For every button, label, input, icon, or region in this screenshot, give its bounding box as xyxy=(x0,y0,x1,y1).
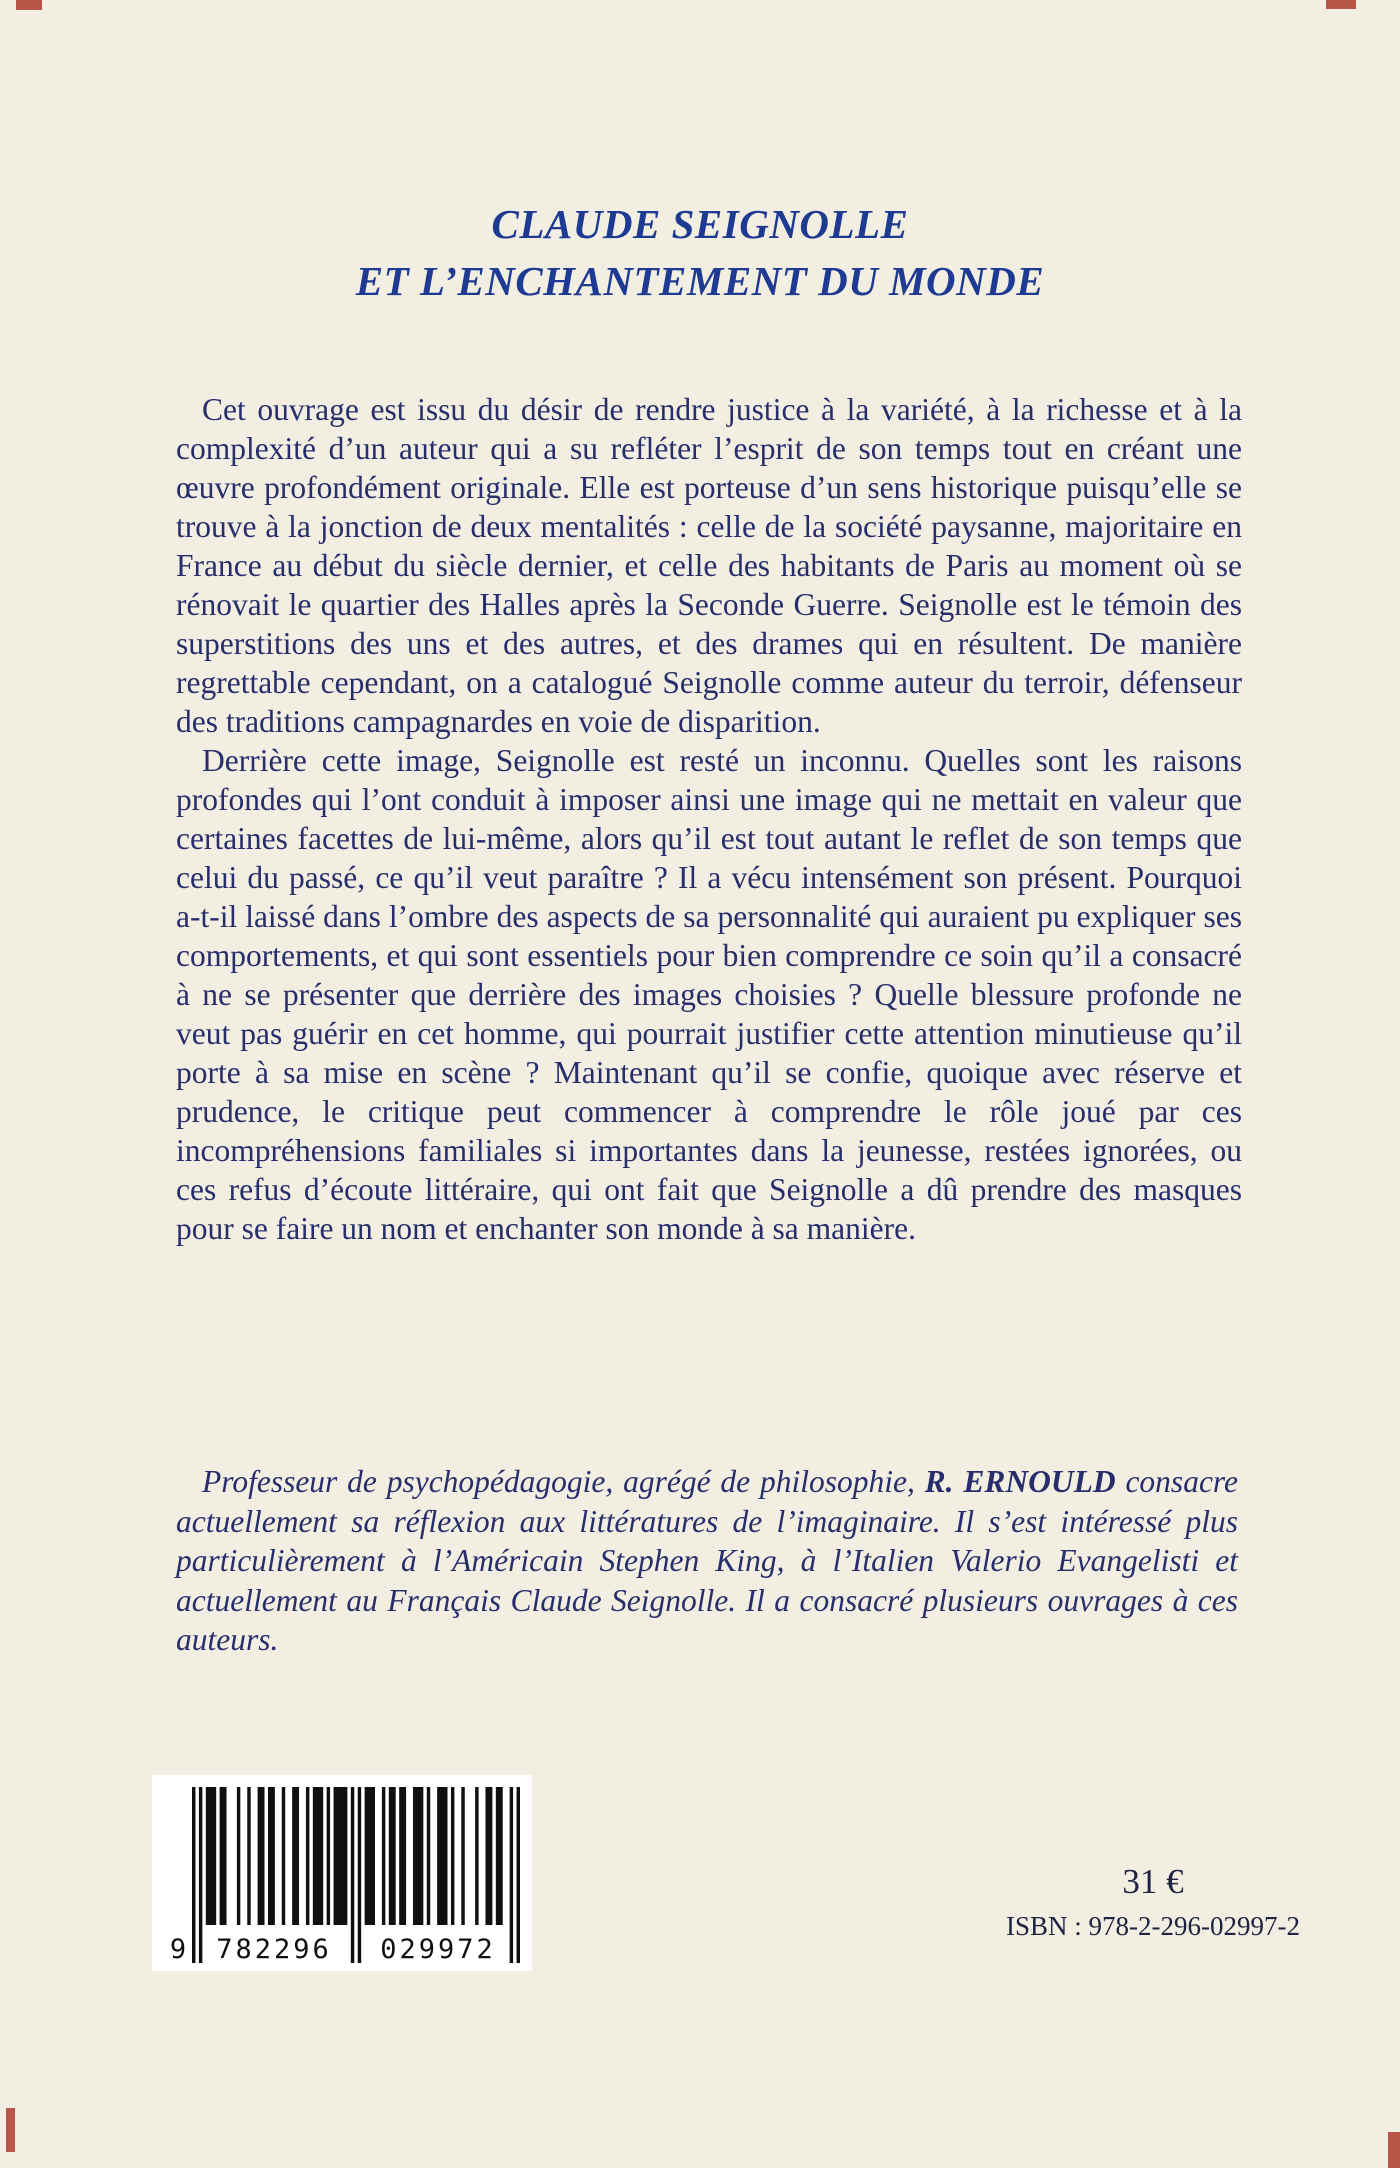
bio-text-end: consacre actuellement sa réflexion aux littératures de l’imaginaire. Il s’est intéressé plus particulièrement à l’Américain Stephen King, à l’Italien Valerio Evangelisti et actuellement au Français Claude Seignolle. Il a consacré plusieurs ouvrages à ces auteurs. xyxy=(176,1464,1238,1657)
synopsis xyxy=(176,390,1242,1248)
book-title-line2: ET L’ENCHANTEMENT DU MONDE xyxy=(355,258,1045,304)
barcode xyxy=(152,1775,532,1971)
price: 31 € xyxy=(1122,1862,1184,1901)
barcode-digits xyxy=(164,1935,520,1965)
barcode-digits-right: 029972 xyxy=(380,1934,496,1965)
synopsis-paragraph-2: Derrière cette image, Seignolle est resté un inconnu. Quelles sont les raisons profondes qui l’ont conduit à imposer ainsi une image qui ne mettait en valeur que certaines facettes de lui-même, alors qu’il est tout autant le reflet de son temps que celui du passé, ce qu’il veut paraître ? Il a vécu intensément son présent. Pourquoi a-t-il laissé dans l’ombre des aspects de sa personnalité qui auraient pu expliquer ses comportements, et qui sont essentiels pour bien comprendre ce soin qu’il a consacré à ne se présenter que derrière des images choisies ? Quelle blessure profonde ne veut pas guérir en cet homme, qui pourrait justifier cette attention minutieuse qu’il porte à sa mise en scène ? Maintenant qu’il se confie, quoique avec réserve et prudence, le critique peut commencer à comprendre le rôle joué par ces incompréhensions familiales si importantes dans la jeunesse, restées ignorées, ou ces refus d’écoute littéraire, qui ont fait que Seignolle a dû prendre des masques pour se faire un nom et enchanter son monde à sa manière. xyxy=(176,743,1242,1246)
scan-artifact-top-left xyxy=(16,0,42,10)
isbn: ISBN : 978-2-296-02997-2 xyxy=(1006,1911,1300,1941)
author-bio-paragraph xyxy=(176,1462,1238,1660)
bio-text-start: Professeur de psychopédagogie, agrégé de philosophie, xyxy=(202,1464,925,1499)
book-title-line1: CLAUDE SEIGNOLLE xyxy=(491,201,909,247)
scan-artifact-top-right xyxy=(1326,0,1356,9)
barcode-digit-lead: 9 xyxy=(169,1934,187,1965)
price-isbn-block xyxy=(1006,1862,1300,1942)
author-name: R. ERNOULD xyxy=(924,1464,1116,1499)
title-block xyxy=(0,196,1400,310)
barcode-digits-left: 782296 xyxy=(216,1934,332,1965)
scan-artifact-bottom-right xyxy=(1388,2132,1400,2168)
barcode-inner xyxy=(164,1787,520,1965)
synopsis-paragraph-1: Cet ouvrage est issu du désir de rendre justice à la variété, à la richesse et à la complexité d’un auteur qui a su refléter l’esprit de son temps tout en créant une œuvre profondément originale. Elle est porteuse d’un sens historique puisqu’elle se trouve à la jonction de deux mentalités : celle de la société paysanne, majoritaire en France au début du siècle dernier, et celle des habitants de Paris au moment où se rénovait le quartier des Halles après la Seconde Guerre. Seignolle est le témoin des superstitions des uns et des autres, et des drames qui en résultent. De manière regrettable cependant, on a catalogué Seignolle comme auteur du terroir, défenseur des traditions campagnardes en voie de disparition. xyxy=(176,392,1242,739)
scan-artifact-bottom-left xyxy=(6,2108,15,2152)
author-bio xyxy=(176,1462,1238,1660)
